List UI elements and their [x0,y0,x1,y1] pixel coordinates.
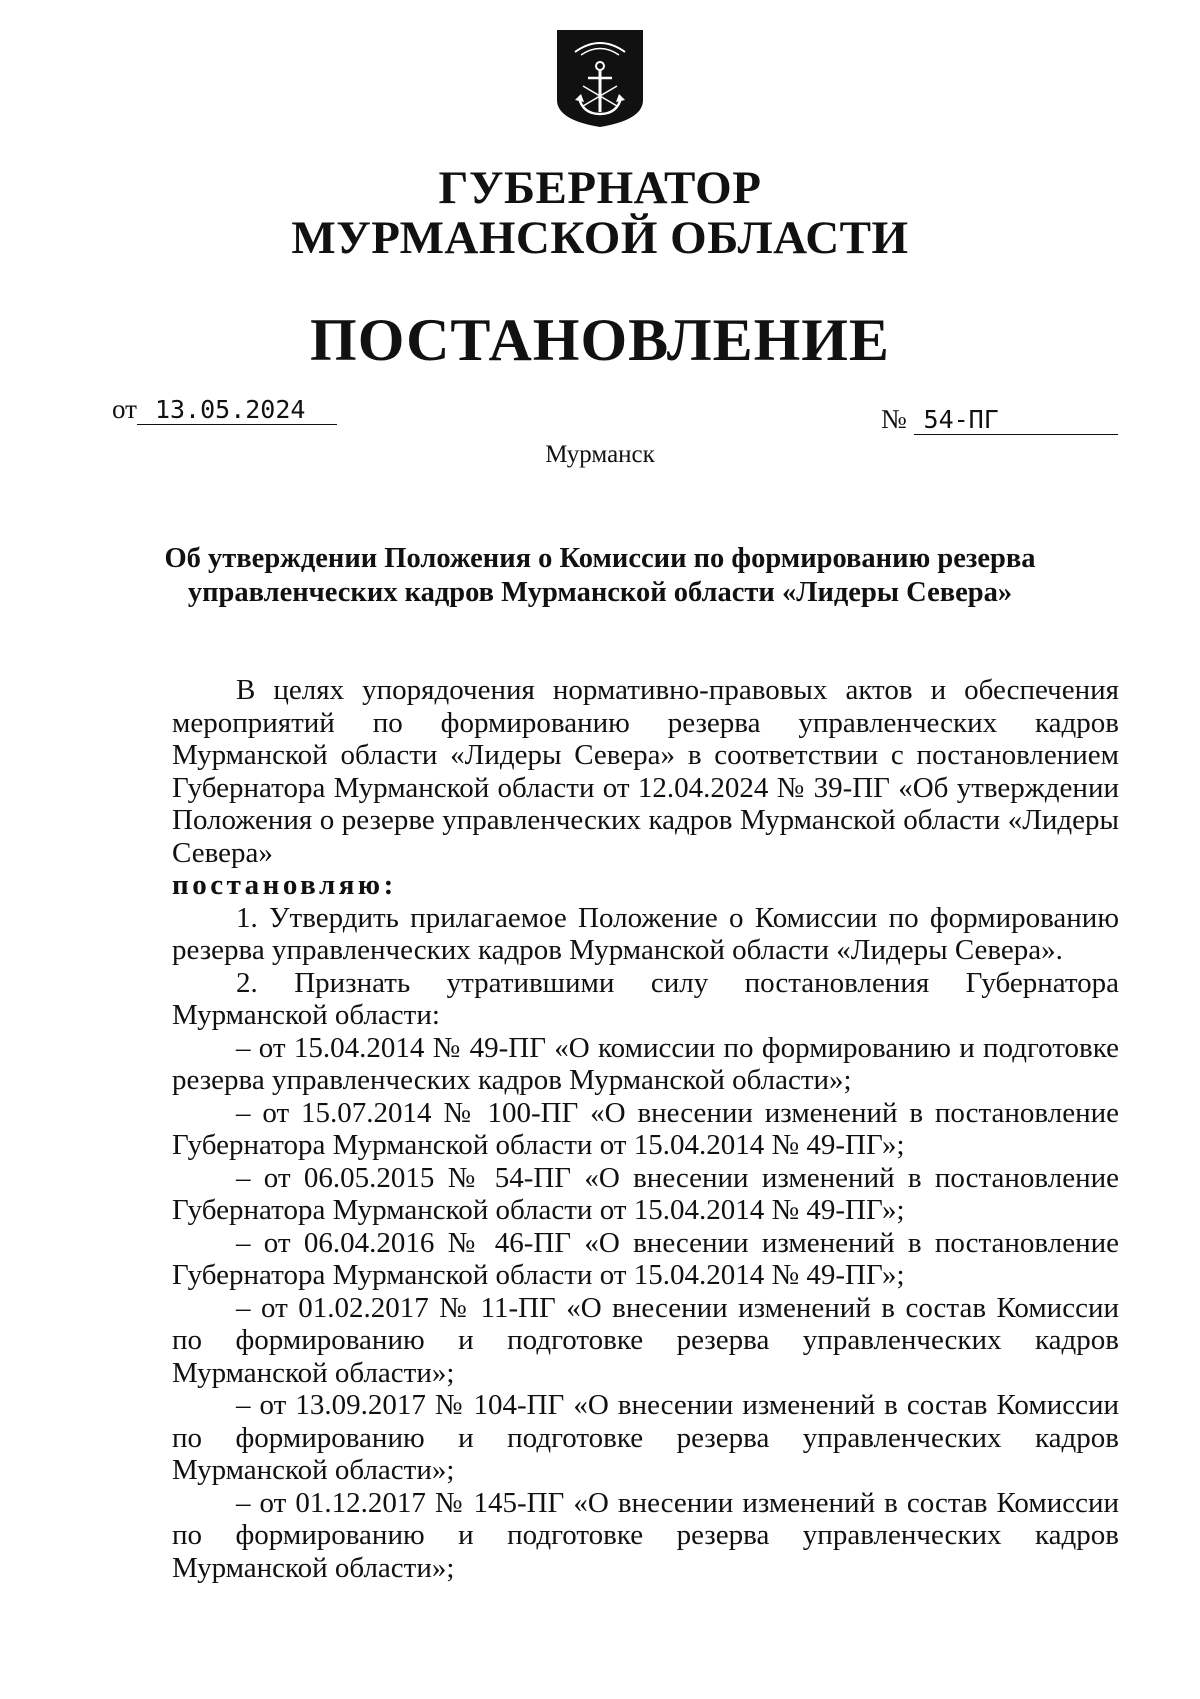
city-label: Мурманск [545,441,655,468]
authority-line-1: ГУБЕРНАТОР [438,162,762,214]
resolve-paragraph [172,869,1119,902]
document-type-heading: ПОСТАНОВЛЕНИЕ [310,307,890,373]
coat-of-arms-icon [553,28,647,128]
date-prefix: от [112,394,137,424]
repealed-item: – от 15.04.2014 № 49-ПГ «О комиссии по формированию и подготовке резерва управленческих кадров Мурманской области»; [172,1031,1119,1096]
repealed-item: – от 06.04.2016 № 46-ПГ «О внесении изменений в постановление Губернатора Мурманской области от 15.04.2014 № 49-ПГ»; [172,1226,1119,1291]
authority-line-2: МУРМАНСКОЙ ОБЛАСТИ [291,212,909,264]
resolve-word: постановляю: [172,869,397,901]
number-field: 54-ПГ [914,406,1118,435]
number-row [881,403,1118,435]
document-body [172,674,1119,1584]
date-field: 13.05.2024 [137,396,337,425]
repealed-item: – от 01.12.2017 № 145-ПГ «О внесении изменений в состав Комиссии по формированию и подготовке резерва управленческих кадров Мурманской области»; [172,1486,1119,1584]
number-prefix: № [881,404,907,434]
repealed-item: – от 01.02.2017 № 11-ПГ «О внесении изменений в состав Комиссии по формированию и подготовке резерва управленческих кадров Мурманской области»; [172,1291,1119,1389]
document-title: Об утверждении Положения о Комиссии по формированию резерва управленческих кадров Мурманской области «Лидеры Севера» [164,543,1036,608]
repealed-item: – от 06.05.2015 № 54-ПГ «О внесении изменений в постановление Губернатора Мурманской области от 15.04.2014 № 49-ПГ»; [172,1161,1119,1226]
repealed-item: – от 15.07.2014 № 100-ПГ «О внесении изменений в постановление Губернатора Мурманской области от 15.04.2014 № 49-ПГ»; [172,1096,1119,1161]
item-1-paragraph: 1. Утвердить прилагаемое Положение о Комиссии по формированию резерва управленческих кадров Мурманской области «Лидеры Севера». [172,901,1119,966]
preamble-paragraph: В целях упорядочения нормативно-правовых актов и обеспечения мероприятий по формированию резерва управленческих кадров Мурманской области «Лидеры Севера» в соответствии с постановлением Губернатора Мурманской области от 12.04.2024 № 39-ПГ «Об утверждении Положения о резерве управленческих кадров Мурманской области «Лидеры Севера» [172,674,1119,869]
date-row [112,393,337,425]
repealed-item: – от 13.09.2017 № 104-ПГ «О внесении изменений в состав Комиссии по формированию и подготовке резерва управленческих кадров Мурманской области»; [172,1389,1119,1486]
item-2-paragraph: 2. Признать утратившими силу постановления Губернатора Мурманской области: [172,966,1119,1031]
